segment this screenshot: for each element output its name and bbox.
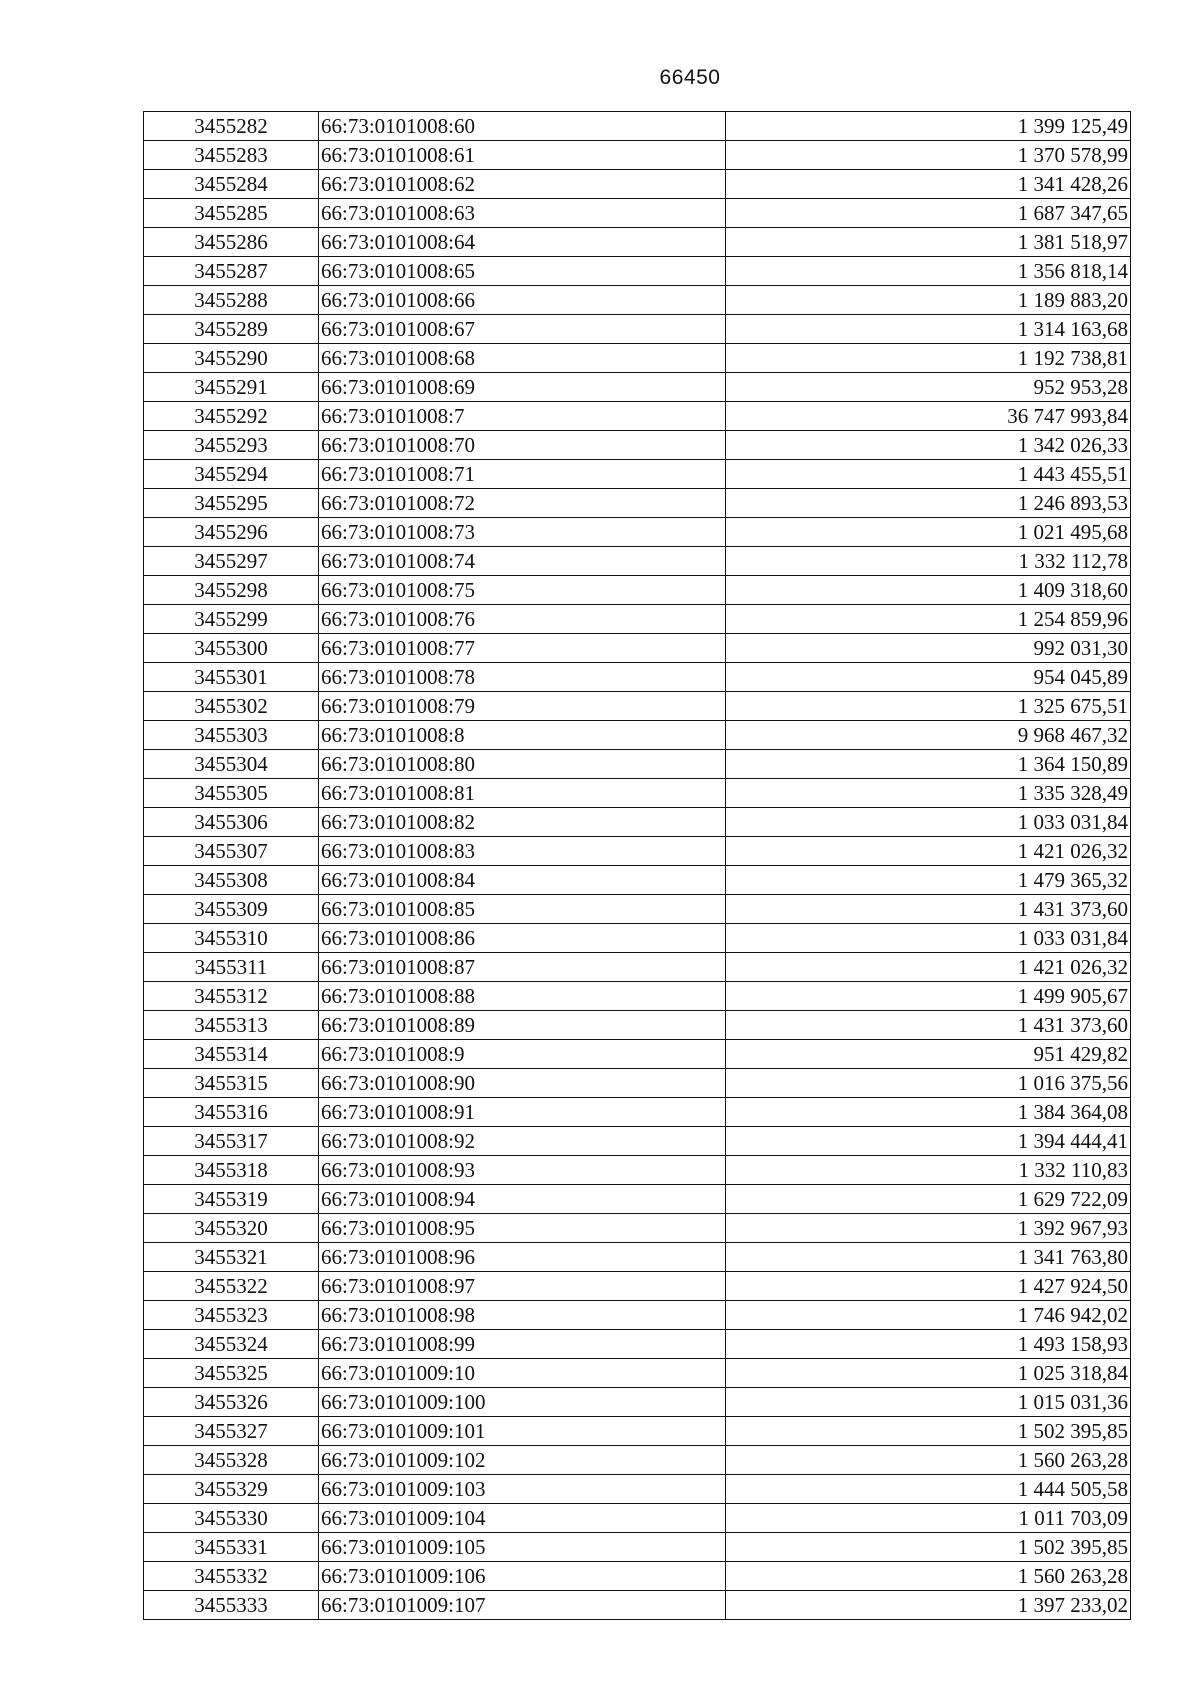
record-number-cell: 3455299 — [144, 605, 319, 634]
cadastral-number-cell: 66:73:0101008:67 — [319, 315, 726, 344]
table-row — [144, 489, 1131, 518]
table-row — [144, 837, 1131, 866]
record-number-cell: 3455312 — [144, 982, 319, 1011]
cadastral-number-cell: 66:73:0101008:81 — [319, 779, 726, 808]
table-row — [144, 547, 1131, 576]
cadastral-number-cell: 66:73:0101008:66 — [319, 286, 726, 315]
table-row — [144, 1504, 1131, 1533]
record-number-cell: 3455316 — [144, 1098, 319, 1127]
cadastral-number-cell: 66:73:0101008:83 — [319, 837, 726, 866]
cadastral-value-table — [143, 111, 1131, 1620]
cadastral-number-cell: 66:73:0101008:93 — [319, 1156, 726, 1185]
cadastral-number-cell: 66:73:0101008:95 — [319, 1214, 726, 1243]
record-number-cell: 3455314 — [144, 1040, 319, 1069]
table-row — [144, 663, 1131, 692]
record-number-cell: 3455323 — [144, 1301, 319, 1330]
cadastral-value-cell: 1 443 455,51 — [726, 460, 1131, 489]
page-number: 66450 — [659, 66, 721, 89]
cadastral-value-cell: 1 364 150,89 — [726, 750, 1131, 779]
record-number-cell: 3455322 — [144, 1272, 319, 1301]
record-number-cell: 3455326 — [144, 1388, 319, 1417]
cadastral-number-cell: 66:73:0101008:65 — [319, 257, 726, 286]
cadastral-value-cell: 1 746 942,02 — [726, 1301, 1131, 1330]
record-number-cell: 3455290 — [144, 344, 319, 373]
table-body — [144, 112, 1131, 1620]
cadastral-value-cell: 1 394 444,41 — [726, 1127, 1131, 1156]
cadastral-number-cell: 66:73:0101009:103 — [319, 1475, 726, 1504]
cadastral-value-cell: 1 409 318,60 — [726, 576, 1131, 605]
table-row — [144, 750, 1131, 779]
cadastral-number-cell: 66:73:0101008:69 — [319, 373, 726, 402]
record-number-cell: 3455318 — [144, 1156, 319, 1185]
table-row — [144, 199, 1131, 228]
table-row — [144, 1098, 1131, 1127]
cadastral-value-cell: 1 370 578,99 — [726, 141, 1131, 170]
cadastral-number-cell: 66:73:0101008:72 — [319, 489, 726, 518]
cadastral-value-cell: 1 392 967,93 — [726, 1214, 1131, 1243]
table-row — [144, 1330, 1131, 1359]
record-number-cell: 3455304 — [144, 750, 319, 779]
record-number-cell: 3455320 — [144, 1214, 319, 1243]
table-row — [144, 808, 1131, 837]
table-row — [144, 1446, 1131, 1475]
record-number-cell: 3455305 — [144, 779, 319, 808]
cadastral-number-cell: 66:73:0101009:104 — [319, 1504, 726, 1533]
cadastral-value-cell: 1 325 675,51 — [726, 692, 1131, 721]
cadastral-value-cell: 1 314 163,68 — [726, 315, 1131, 344]
cadastral-value-cell: 1 025 318,84 — [726, 1359, 1131, 1388]
record-number-cell: 3455329 — [144, 1475, 319, 1504]
cadastral-number-cell: 66:73:0101008:89 — [319, 1011, 726, 1040]
record-number-cell: 3455303 — [144, 721, 319, 750]
table-row — [144, 460, 1131, 489]
cadastral-value-cell: 1 356 818,14 — [726, 257, 1131, 286]
table-row — [144, 170, 1131, 199]
table-row — [144, 286, 1131, 315]
cadastral-number-cell: 66:73:0101008:96 — [319, 1243, 726, 1272]
cadastral-number-cell: 66:73:0101009:10 — [319, 1359, 726, 1388]
cadastral-number-cell: 66:73:0101008:68 — [319, 344, 726, 373]
cadastral-value-cell: 1 399 125,49 — [726, 112, 1131, 141]
cadastral-value-cell: 1 381 518,97 — [726, 228, 1131, 257]
cadastral-value-cell: 1 342 026,33 — [726, 431, 1131, 460]
cadastral-number-cell: 66:73:0101008:88 — [319, 982, 726, 1011]
record-number-cell: 3455307 — [144, 837, 319, 866]
cadastral-value-cell: 951 429,82 — [726, 1040, 1131, 1069]
cadastral-number-cell: 66:73:0101008:85 — [319, 895, 726, 924]
cadastral-number-cell: 66:73:0101008:84 — [319, 866, 726, 895]
cadastral-value-cell: 36 747 993,84 — [726, 402, 1131, 431]
cadastral-number-cell: 66:73:0101008:64 — [319, 228, 726, 257]
record-number-cell: 3455287 — [144, 257, 319, 286]
table-row — [144, 431, 1131, 460]
cadastral-number-cell: 66:73:0101008:92 — [319, 1127, 726, 1156]
table-row — [144, 1214, 1131, 1243]
table-row — [144, 1301, 1131, 1330]
cadastral-number-cell: 66:73:0101008:63 — [319, 199, 726, 228]
table-row — [144, 866, 1131, 895]
cadastral-number-cell: 66:73:0101008:98 — [319, 1301, 726, 1330]
cadastral-number-cell: 66:73:0101008:87 — [319, 953, 726, 982]
cadastral-value-cell: 1 341 428,26 — [726, 170, 1131, 199]
record-number-cell: 3455301 — [144, 663, 319, 692]
table-row — [144, 982, 1131, 1011]
cadastral-number-cell: 66:73:0101008:74 — [319, 547, 726, 576]
record-number-cell: 3455283 — [144, 141, 319, 170]
record-number-cell: 3455284 — [144, 170, 319, 199]
cadastral-number-cell: 66:73:0101008:62 — [319, 170, 726, 199]
table-row — [144, 1040, 1131, 1069]
record-number-cell: 3455294 — [144, 460, 319, 489]
cadastral-value-cell: 1 499 905,67 — [726, 982, 1131, 1011]
record-number-cell: 3455293 — [144, 431, 319, 460]
table-row — [144, 141, 1131, 170]
cadastral-number-cell: 66:73:0101008:80 — [319, 750, 726, 779]
cadastral-value-cell: 1 421 026,32 — [726, 837, 1131, 866]
cadastral-value-cell: 1 502 395,85 — [726, 1533, 1131, 1562]
cadastral-value-cell: 1 332 112,78 — [726, 547, 1131, 576]
cadastral-number-cell: 66:73:0101008:97 — [319, 1272, 726, 1301]
table-row — [144, 1185, 1131, 1214]
record-number-cell: 3455324 — [144, 1330, 319, 1359]
record-number-cell: 3455328 — [144, 1446, 319, 1475]
cadastral-value-cell: 1 479 365,32 — [726, 866, 1131, 895]
table-row — [144, 402, 1131, 431]
cadastral-value-cell: 1 560 263,28 — [726, 1562, 1131, 1591]
table-row — [144, 112, 1131, 141]
record-number-cell: 3455327 — [144, 1417, 319, 1446]
cadastral-value-cell: 1 033 031,84 — [726, 924, 1131, 953]
table-row — [144, 1388, 1131, 1417]
table-row — [144, 779, 1131, 808]
cadastral-number-cell: 66:73:0101008:70 — [319, 431, 726, 460]
cadastral-value-cell: 1 015 031,36 — [726, 1388, 1131, 1417]
table-row — [144, 634, 1131, 663]
cadastral-value-cell: 1 021 495,68 — [726, 518, 1131, 547]
cadastral-value-cell: 1 016 375,56 — [726, 1069, 1131, 1098]
table-row — [144, 953, 1131, 982]
cadastral-number-cell: 66:73:0101008:99 — [319, 1330, 726, 1359]
table-row — [144, 1156, 1131, 1185]
table-row — [144, 1011, 1131, 1040]
record-number-cell: 3455331 — [144, 1533, 319, 1562]
cadastral-value-cell: 1 687 347,65 — [726, 199, 1131, 228]
cadastral-value-cell: 1 397 233,02 — [726, 1591, 1131, 1620]
cadastral-number-cell: 66:73:0101008:82 — [319, 808, 726, 837]
table-row — [144, 518, 1131, 547]
table-row — [144, 1591, 1131, 1620]
cadastral-number-cell: 66:73:0101008:75 — [319, 576, 726, 605]
record-number-cell: 3455310 — [144, 924, 319, 953]
cadastral-value-cell: 1 189 883,20 — [726, 286, 1131, 315]
record-number-cell: 3455333 — [144, 1591, 319, 1620]
record-number-cell: 3455306 — [144, 808, 319, 837]
cadastral-value-cell: 952 953,28 — [726, 373, 1131, 402]
cadastral-value-cell: 1 629 722,09 — [726, 1185, 1131, 1214]
record-number-cell: 3455298 — [144, 576, 319, 605]
cadastral-number-cell: 66:73:0101008:61 — [319, 141, 726, 170]
record-number-cell: 3455321 — [144, 1243, 319, 1272]
table-row — [144, 344, 1131, 373]
cadastral-number-cell: 66:73:0101008:78 — [319, 663, 726, 692]
cadastral-value-cell: 954 045,89 — [726, 663, 1131, 692]
cadastral-number-cell: 66:73:0101009:100 — [319, 1388, 726, 1417]
cadastral-value-cell: 9 968 467,32 — [726, 721, 1131, 750]
cadastral-value-cell: 1 427 924,50 — [726, 1272, 1131, 1301]
cadastral-number-cell: 66:73:0101009:106 — [319, 1562, 726, 1591]
cadastral-number-cell: 66:73:0101009:105 — [319, 1533, 726, 1562]
cadastral-number-cell: 66:73:0101008:71 — [319, 460, 726, 489]
table-row — [144, 1243, 1131, 1272]
cadastral-value-cell: 1 254 859,96 — [726, 605, 1131, 634]
table-row — [144, 721, 1131, 750]
record-number-cell: 3455291 — [144, 373, 319, 402]
cadastral-number-cell: 66:73:0101008:94 — [319, 1185, 726, 1214]
cadastral-number-cell: 66:73:0101008:79 — [319, 692, 726, 721]
table-row — [144, 1475, 1131, 1504]
table-row — [144, 895, 1131, 924]
cadastral-number-cell: 66:73:0101008:8 — [319, 721, 726, 750]
record-number-cell: 3455308 — [144, 866, 319, 895]
cadastral-value-cell: 1 384 364,08 — [726, 1098, 1131, 1127]
cadastral-number-cell: 66:73:0101009:101 — [319, 1417, 726, 1446]
table-row — [144, 1069, 1131, 1098]
cadastral-value-cell: 1 332 110,83 — [726, 1156, 1131, 1185]
record-number-cell: 3455295 — [144, 489, 319, 518]
cadastral-number-cell: 66:73:0101008:73 — [319, 518, 726, 547]
cadastral-value-cell: 1 560 263,28 — [726, 1446, 1131, 1475]
cadastral-number-cell: 66:73:0101008:77 — [319, 634, 726, 663]
table-row — [144, 1127, 1131, 1156]
table-row — [144, 605, 1131, 634]
table-row — [144, 1533, 1131, 1562]
record-number-cell: 3455300 — [144, 634, 319, 663]
record-number-cell: 3455302 — [144, 692, 319, 721]
table-row — [144, 692, 1131, 721]
cadastral-number-cell: 66:73:0101008:91 — [319, 1098, 726, 1127]
cadastral-number-cell: 66:73:0101008:86 — [319, 924, 726, 953]
cadastral-number-cell: 66:73:0101008:76 — [319, 605, 726, 634]
cadastral-number-cell: 66:73:0101008:7 — [319, 402, 726, 431]
record-number-cell: 3455296 — [144, 518, 319, 547]
record-number-cell: 3455313 — [144, 1011, 319, 1040]
table-row — [144, 1562, 1131, 1591]
record-number-cell: 3455332 — [144, 1562, 319, 1591]
cadastral-value-cell: 1 421 026,32 — [726, 953, 1131, 982]
cadastral-value-cell: 1 192 738,81 — [726, 344, 1131, 373]
cadastral-value-cell: 1 502 395,85 — [726, 1417, 1131, 1446]
table-row — [144, 1272, 1131, 1301]
table-row — [144, 1417, 1131, 1446]
record-number-cell: 3455292 — [144, 402, 319, 431]
record-number-cell: 3455282 — [144, 112, 319, 141]
record-number-cell: 3455289 — [144, 315, 319, 344]
cadastral-value-cell: 1 011 703,09 — [726, 1504, 1131, 1533]
record-number-cell: 3455286 — [144, 228, 319, 257]
cadastral-value-cell: 1 335 328,49 — [726, 779, 1131, 808]
record-number-cell: 3455309 — [144, 895, 319, 924]
cadastral-value-cell: 1 246 893,53 — [726, 489, 1131, 518]
record-number-cell: 3455288 — [144, 286, 319, 315]
cadastral-value-cell: 1 431 373,60 — [726, 1011, 1131, 1040]
cadastral-number-cell: 66:73:0101008:90 — [319, 1069, 726, 1098]
record-number-cell: 3455315 — [144, 1069, 319, 1098]
record-number-cell: 3455285 — [144, 199, 319, 228]
cadastral-value-cell: 1 444 505,58 — [726, 1475, 1131, 1504]
table-row — [144, 257, 1131, 286]
table-row — [144, 576, 1131, 605]
record-number-cell: 3455330 — [144, 1504, 319, 1533]
cadastral-number-cell: 66:73:0101009:102 — [319, 1446, 726, 1475]
record-number-cell: 3455319 — [144, 1185, 319, 1214]
record-number-cell: 3455311 — [144, 953, 319, 982]
table-row — [144, 228, 1131, 257]
table-row — [144, 924, 1131, 953]
cadastral-value-cell: 1 341 763,80 — [726, 1243, 1131, 1272]
cadastral-value-cell: 1 431 373,60 — [726, 895, 1131, 924]
record-number-cell: 3455325 — [144, 1359, 319, 1388]
table-row — [144, 315, 1131, 344]
cadastral-value-cell: 1 033 031,84 — [726, 808, 1131, 837]
record-number-cell: 3455317 — [144, 1127, 319, 1156]
cadastral-number-cell: 66:73:0101008:60 — [319, 112, 726, 141]
table-row — [144, 373, 1131, 402]
cadastral-number-cell: 66:73:0101009:107 — [319, 1591, 726, 1620]
table-row — [144, 1359, 1131, 1388]
record-number-cell: 3455297 — [144, 547, 319, 576]
cadastral-value-cell: 1 493 158,93 — [726, 1330, 1131, 1359]
cadastral-number-cell: 66:73:0101008:9 — [319, 1040, 726, 1069]
cadastral-value-cell: 992 031,30 — [726, 634, 1131, 663]
